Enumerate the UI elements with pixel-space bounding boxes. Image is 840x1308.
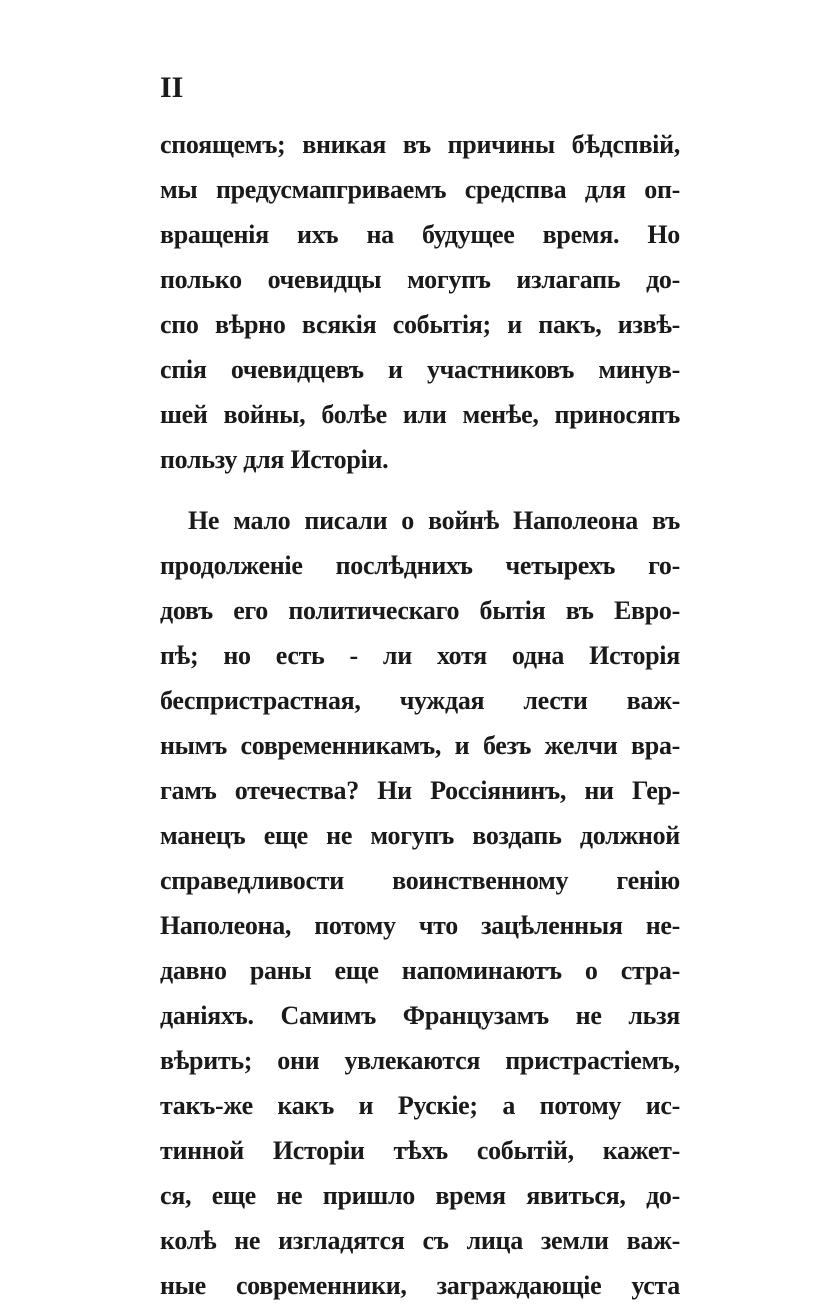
text-line: беспристрастная, чуждая лести важ-	[160, 686, 680, 715]
text-line: ные современники, заграждающіе уста	[160, 1271, 680, 1300]
paragraph-1	[160, 122, 680, 482]
text-line: пѣ; но есть - ли хотя одна Исторія	[160, 641, 680, 670]
text-line: нымъ современникамъ, и безъ желчи вра-	[160, 731, 680, 760]
text-line: спія очевидцевъ и участниковъ минув-	[160, 355, 680, 384]
text-line: ся, еще не пришло время явиться, до-	[160, 1181, 680, 1210]
text-line: Наполеона, потому что зацѣленныя не-	[160, 911, 680, 940]
text-line: тинной Исторіи тѣхъ событій, кажет-	[160, 1136, 680, 1165]
text-line: даніяхъ. Самимъ Французамъ не льзя	[160, 1001, 680, 1030]
text-line: довъ его политическаго бытія въ Евро-	[160, 596, 680, 625]
text-line: продолженіе послѣднихъ четырехъ го-	[160, 551, 680, 580]
text-line: мы предусмапгриваемъ средспва для оп-	[160, 175, 680, 204]
text-line: вѣрить; они увлекаются пристрастіемъ,	[160, 1046, 680, 1075]
page-number: II	[160, 71, 184, 104]
text-line: гамъ отечества? Ни Россіянинъ, ни Гер-	[160, 776, 680, 805]
text-line: вращенія ихъ на будущее время. Но	[160, 220, 680, 249]
text-line: давно раны еще напоминаютъ о стра-	[160, 956, 680, 985]
paragraph-gap	[160, 482, 680, 498]
text-line: справедливости воинственному генію	[160, 866, 680, 895]
text-line: пользу для Исторіи.	[160, 445, 389, 474]
text-line: полько очевидцы могупъ излагапь до-	[160, 265, 680, 294]
text-line: такъ-же какъ и Рускіе; а потому ис-	[160, 1091, 680, 1120]
text-line: Не мало писали о войнѣ Наполеона въ	[188, 506, 680, 535]
text-line: споящемъ; вникая въ причины бѣдспвій,	[160, 130, 680, 159]
text-line: спо вѣрно всякія событія; и пакъ, извѣ-	[160, 310, 680, 339]
text-line: манецъ еще не могупъ воздапь должной	[160, 821, 680, 850]
text-line: колѣ не изгладятся съ лица земли важ-	[160, 1226, 680, 1255]
paragraph-2	[160, 498, 680, 1308]
text-line: шей войны, болѣе или менѣе, приносяпъ	[160, 400, 680, 429]
body-text	[160, 122, 680, 1308]
